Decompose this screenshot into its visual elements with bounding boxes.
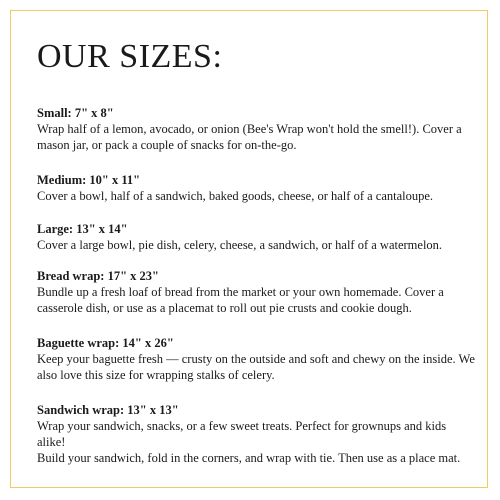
size-name-large: Large: 13" x 14" (37, 222, 128, 236)
size-medium (37, 172, 477, 204)
size-sandwich-wrap (37, 402, 477, 466)
size-name-baguette-wrap: Baguette wrap: 14" x 26" (37, 336, 174, 350)
size-large (37, 221, 477, 253)
size-name-sandwich-wrap: Sandwich wrap: 13" x 13" (37, 403, 179, 417)
size-desc-medium: Cover a bowl, half of a sandwich, baked goods, cheese, or half of a cantaloupe. (37, 189, 434, 203)
page-title: OUR SIZES: (37, 38, 223, 75)
size-desc-sandwich-wrap: Wrap your sandwich, snacks, or a few sweet treats. Perfect for grownups and kids alike! Build your sandwich, fold in the corners, and wrap with tie. Then use as a place mat. (37, 419, 461, 465)
size-bread-wrap (37, 268, 477, 316)
size-desc-small: Wrap half of a lemon, avocado, or onion (Bee's Wrap won't hold the smell!). Cover a mason jar, or pack a couple of snacks for on-the-go. (37, 122, 462, 152)
size-name-bread-wrap: Bread wrap: 17" x 23" (37, 269, 159, 283)
size-small (37, 105, 477, 153)
size-baguette-wrap (37, 335, 477, 383)
size-desc-large: Cover a large bowl, pie dish, celery, cheese, a sandwich, or half of a watermelon. (37, 238, 443, 252)
size-desc-bread-wrap: Bundle up a fresh loaf of bread from the market or your own homemade. Cover a casserole dish, or use as a placemat to roll out pie crusts and cookie dough. (37, 285, 444, 315)
size-name-small: Small: 7" x 8" (37, 106, 114, 120)
size-name-medium: Medium: 10" x 11" (37, 173, 141, 187)
size-desc-baguette-wrap: Keep your baguette fresh — crusty on the outside and soft and chewy on the inside. We also love this size for wrapping stalks of celery. (37, 352, 475, 382)
